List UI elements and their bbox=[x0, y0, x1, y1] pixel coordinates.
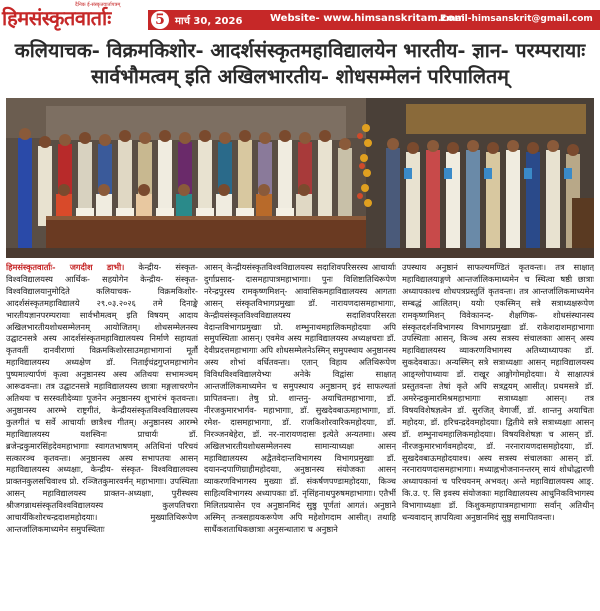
page-number: 5 bbox=[151, 11, 169, 29]
article-dateline: हिमसंस्कृतवार्ताः- जगदीश डाभी। bbox=[6, 262, 125, 272]
website-link[interactable]: Website- www.himsanskritam.com bbox=[270, 13, 465, 24]
issue-date: मार्च 30, 2026 bbox=[175, 16, 243, 27]
conference-group-photo bbox=[6, 98, 594, 258]
article-headline: कलियाचक- विक्रमकिशोर- आदर्शसंस्कृतमहाविद्यालयेन भारतीय- ज्ञान- परम्परायाः सार्वभौमत्वम् इति अखिलभारतीय- शोधसम्मेलनं परिपालितम् bbox=[14, 39, 586, 88]
article-column-text: उपस्थाय अनुष्ठानं साफल्यमण्डितं कृतवन्तः। तत्र साक्षात् महाविद्यालयाङ्गणे आन्तर्जालिकमाध्यमेन च स्थित्वा षष्ठी छात्राः अध्यापकाश्च शोधपत्रप्रस्तुतिं कृतवन्तः। तत्र आन्तर्जालिकमाध्यमेन सम्बद्धं आलितम्। ययोः एकस्मिन् सत्रे सत्राध्यक्षरूपेण रामकृष्णमिशन् विवेकानन्द- शैक्षणिक- शोधसंस्थानस्य संस्कृतदर्शनविभागस्य विभागप्रमुखाः डॉ. राकेशदाशमहाभागाः उपस्थिताः आसन्, किञ्च अस्य सत्रस्य संचालकाः आसन् अस्य महाविद्यालयस्य व्याकरणविभागस्य अतिथ्याध्यापकः डॉ. सुकदेवबाऊः। अन्यस्मिन् सत्रे सत्राध्यक्षाः आसन् महाविद्यालयस्य आङ्ग्लोपाध्यायः डॉ. राखूर आङ्गोगोमहोदयाः। ये साक्षात्पत्रं प्रस्तुतवन्तः तेषां कृते अपि सत्रद्वयम् आसीत्। प्रथमसत्रे डॉ. अमरेन्द्रकुमारमिश्रमहाभागाः सत्राध्यक्षाः आसन्। तत्र विषयविशेषज्ञत्वेन डॉ. सुरजित् वेगार्जी, डॉ. शान्तनु अयाचितः महोदयः, डॉ. हरिचन्द्रदेवमहोदयाः। द्वितीये सत्रे सत्राध्यक्षाः आसन् डॉ. शम्भुनाथमहालिकमहोदयाः। विषयविशेषज्ञः च आसन् डॉ. नीरजकुमारभार्गवमहोदयः, डॉ. नरनारायणदासमहोदयाः, डॉ. सुखदेवबाऊमहोदयाश्च। अस्य सत्रस्य संचालकाः आसन् डॉ. नरनारायणदासमहाभागाः। मध्याह्नभोजनानन्तरम् सायं शोधोद्धारणी अध्यापकानां च परिचयनम् अभवत्। अन्ते महाविद्यालयस्य आङ्. कि.उ. ए. सि इवस्य संयोजकाः महाविद्यालयस्य आधुनिकविभागस्य विभागाध्यक्षाः डॉ. किशुकमहापात्रमहाभागाः सर्वान् अतिथीन् धन्यवादान् ज्ञापयित्वा अनुष्ठानमिदं सुष्ठु समापितवन्तः। bbox=[402, 262, 594, 523]
article-column-2 bbox=[204, 262, 396, 607]
article-column-1 bbox=[6, 262, 198, 607]
article-column-3 bbox=[402, 262, 594, 607]
article-column-text: केन्द्रीय- संस्कृत- विश्वविद्यालयस्य आर्थिक- सहयोगेन केन्द्रीय- संस्कृत- विश्वविद्यालयानुमोदिते कलियाचक- विक्रमकिशोर- आदर्शसंस्कृतमहाविद्यालये २९.०३.२०२६ तमे दिनाङ्के भारतीयज्ञानपरम्परायाः सार्वभौमत्वम् इति विषयम् आदाय अखिलभारतीयशोधसम्मेलनम् आयोजितम्। शोधसम्मेलनस्य उद्घाटनसत्रे अस्य आदर्शसंस्कृतमहाविद्यालयस्य निर्माणे सहायतां कृतवतीं दानवीराणां विक्रमकिशोरसाउमहाभागानां मूर्तौ महाविद्यालयस्य अध्यक्षेण डॉ. निताईचंद्रगुप्तमहाभागेन पुष्पमाल्यार्पणं कृत्वा अनुष्ठानस्य अस्य अतिथयः सभामञ्चम् आरूढवन्तः। तत्र उद्घाटनसत्रे महाविद्यालयस्य छात्राः मङ्गलाचरणेन अतिथयः च सरस्वतीदेव्याः पूजनेन अनुष्ठानस्य शुभारंभं कृतवन्तः। अनुष्ठानस्य आरम्भे राष्ट्रगीतं, केन्द्रीयसंस्कृतविश्वविद्यालयस्य कुलगीतं च सर्वे आचार्याः छात्रैश्च गीतम्। अनुष्ठानस्य आरम्भे महाविद्यालयस्य यशस्विनः प्राचार्यः डॉ. ब्रजेन्द्रकुमारसिंहदेवमहाभागाः स्वागतभाषणम् अतिथिनां परिचयं सत्कारञ्च कृतवन्तः। अनुष्ठानस्य अस्य सभापतयः आसन् महाविद्यालयस्य अध्यक्षाः, केन्द्रीय- संस्कृत- विश्वविद्यालयस्य प्राक्तनकुलसचिवाश्च प्रो. रञ्जितकुमारवर्मन् महाभागाः। उपस्थिताः आसन् महाविद्यालयस्य प्राक्तन-अध्यक्षाः, पुरीस्थस्य श्रीजगन्नाथसंस्कृतविश्वविद्यालयस्य कुलपतिचराः आचार्यकिशोरचन्द्रदाशमहोदयाः। मुख्यातिथिरूपेण आन्तर्जालिकमाध्यमेन समुपस्थिताः bbox=[6, 262, 198, 534]
masthead bbox=[0, 0, 600, 34]
newspaper-title: हिमसंस्कृतवार्ताः bbox=[2, 6, 111, 30]
article-body bbox=[6, 262, 594, 607]
email-link[interactable]: Email-himsanskrit@gmail.com bbox=[440, 14, 593, 24]
newspaper-tagline: दैनिक ई-संस्कृतवार्तापत्रम् bbox=[75, 2, 121, 8]
article-column-text: आसन् केन्द्रीयसंस्कृतविश्वविद्यालयस्य सदाशिवपरिसरस्य आचार्याः दुर्गाप्रसाद- दासमहापात्रमहाभागाः। पुनः विशिष्टातिथिरूपेण नरेन्द्रपुरस्य रामकृष्णमिशन्- आवासिकमहाविद्यालयस्य आगताः आसन् संस्कृतविभागप्रमुखाः डॉ. नारायणदासमहाभागाः, केन्द्रीयसंस्कृतविश्वविद्यालयस्य सदाशिवपरिसरतः वेदान्तविभागप्रमुखाः प्रो. शम्भुनाथमहालिकमहोदयाः अपि समुपस्थिताः आसन्। एवमेव अस्य महाविद्यालयस्य अध्यक्षचराः डॉ. देवीप्रदत्तमहाभागाः अपि शोधसम्मेलने‌ऽस्मिन् समुपस्थाय अनुष्ठानस्य अस्य शोभां वर्धितवन्तः। एतान् विहाय अतिथिरूपेण विविधविश्वविद्यालयेभ्यः अनेके विद्वांसः साक्षात् आन्तर्जालिकमाध्यमेन च समुपस्थाय अनुष्ठानम् इदं साफल्यतां प्रापितवन्तः। तेषु प्रो. शान्तनु- अयाचितमहाभागाः, डॉ. नीरजकुमारभार्गव- महाभागाः, डॉ. सुखदेवबाऊमहाभागाः, डॉ. रमेश- दासमहाभागाः, डॉ. राजकिशोरवारिकमहोदयाः, डॉ. निरञ्जनबेहेरा, डॉ. नर-नारायणदासः इत्येते अन्यतमाः। अस्य अखिलभारतीयशोधसम्मेलनस्य सामान्याध्यक्षः आसन् महाविद्यालयस्य अद्वैतवेदान्तविभागस्य विभागप्रमुखाः डॉ. दयानन्दपाणिग्राहीमहोदयाः, अनुष्ठानस्य संयोजकाः आसन् व्याकरणविभागस्य मुख्याः डॉ. संकर्षणपण्डामहोदयाः, किञ्च साहित्यविभागस्य अध्यापकाः डॉ. नृसिंहनाथपुरुषमहाभागाः। एतैर्भी मिलितप्रयासेन एव अनुष्ठानमिदं सुष्ठु पूर्णतां आगतं। अनुष्ठाने अस्मिन् तन्त्रसहायकरूपेण अपि महेशोगदाम आसीत्। तथाहि सार्धैकशताधिकछात्राः अनुसन्धातारः च अनुष्ठाने bbox=[204, 262, 396, 534]
